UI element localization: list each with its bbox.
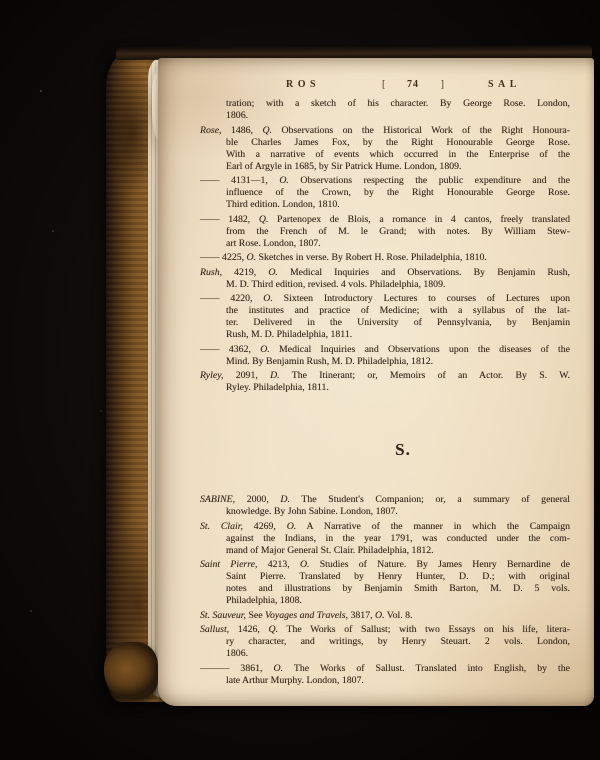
page-number: 74 (407, 79, 419, 90)
catalog-entry (200, 124, 570, 173)
catalog-entry (200, 624, 570, 660)
catalog-entry (200, 343, 570, 368)
entry-line: With a narrative of events which occurred in the Enterprise of the (226, 148, 570, 160)
page (158, 58, 594, 706)
catalog-entry (200, 494, 570, 518)
entry-line: ter. Delivered in the University of Pennsylvania, by Benjamin (226, 317, 570, 328)
entry-line: mand of Major General St. Clair. Philadelphia, 1812. (226, 544, 434, 556)
entry-line: Third edition. London, 1810. (226, 199, 340, 210)
entry-line: late Arthur Murphy. London, 1807. (226, 674, 364, 686)
entry-line: Ryley, 2091, D. The Itinerant; or, Memoirs of an Actor. By S. W. (200, 370, 570, 381)
entry-line: against the Indians, in the year 1791, was conducted under the com- (226, 532, 570, 544)
catalog-entry (200, 252, 570, 264)
entry-line: —— 4225, O. Sketches in verse. By Robert H. Rose. Philadelphia, 1810. (200, 252, 487, 263)
catalog-entry (200, 520, 570, 557)
page-number-group (382, 79, 444, 90)
entry-line: tration; with a sketch of his character. By George Rose. London, (226, 98, 570, 109)
catalog-entry (200, 559, 570, 607)
section-heading: S. (395, 440, 411, 459)
bracket-right: ] (440, 79, 444, 90)
leather-corner (104, 642, 158, 700)
running-head (158, 79, 594, 93)
entry-line: —— 4362, O. Medical Inquiries and Observations upon the diseases of the (200, 343, 570, 355)
entry-line: Rush, 4219, O. Medical Inquiries and Observations. By Benjamin Rush, (200, 266, 570, 278)
running-head-right: SAL (488, 79, 521, 90)
entry-line: M. D. Third edition, revised. 4 vols. Philadelphia, 1809. (226, 278, 446, 290)
entry-line: Saint Pierre. Translated by Henry Hunter, D. D.; with original (226, 571, 570, 582)
entry-line: from the French of M. le Grand; with notes. By William Stew- (226, 225, 570, 237)
catalog-entry (200, 175, 571, 211)
entry-line: 1806. (226, 110, 249, 121)
catalog-entries (200, 98, 571, 689)
catalog-entry (200, 266, 570, 291)
dust-specks (40, 90, 42, 92)
entry-line: St. Clair, 4269, O. A Narrative of the manner in which the Campaign (200, 520, 570, 532)
catalog-entry (200, 293, 570, 341)
entry-line: —— 1482, Q. Partenopex de Blois, a romance in 4 cantos, freely translated (200, 213, 570, 225)
bracket-left: [ (382, 79, 386, 90)
entry-line: ry character, and writings, by Henry Steuart. 2 vols. London, (226, 636, 570, 647)
entry-line: ——— 3861, O. The Works of Sallust. Translated into English, by the (200, 662, 570, 674)
entry-line: Sallust, 1426, Q. The Works of Sallust; with two Essays on his life, litera- (200, 624, 570, 635)
book (104, 46, 596, 710)
catalog-entry (226, 98, 570, 122)
entry-line: 1806. (226, 648, 249, 659)
entry-line: —— 4220, O. Sixteen Introductory Lectures to courses of Lectures upon (200, 293, 570, 304)
entry-line: Philadelphia, 1808. (226, 595, 302, 606)
entry-line: Saint Pierre, 4213, O. Studies of Nature. By James Henry Bernardine de (200, 559, 570, 570)
entry-line: notes and illustrations by Benjamin Smith Barton, M. D. 5 vols. (226, 583, 570, 594)
catalog-entry (200, 609, 570, 622)
catalog-entry (200, 213, 570, 250)
entry-line: the institutes and practice of Medicine; with a syllabus of the lat- (226, 305, 570, 316)
entry-line: art Rose. London, 1807. (226, 237, 321, 249)
entry-line: —— 4131—1, O. Observations respecting the public expenditure and the (200, 175, 571, 186)
entry-line: SABINE, 2000, D. The Student's Companion; or, a summary of general (200, 494, 570, 505)
entry-line: Rush, M. D. Philadelphia, 1811. (226, 329, 353, 340)
catalog-entry (200, 662, 570, 687)
catalog-entry (200, 370, 570, 394)
entry-line: Rose, 1486, Q. Observations on the Historical Work of the Right Honoura- (200, 124, 570, 136)
entry-line: Ryley. Philadelphia, 1811. (226, 382, 329, 393)
running-head-left: ROS (286, 79, 321, 90)
entry-line: St. Sauveur, See Voyages and Travels, 3817, O. Vol. 8. (200, 609, 413, 621)
entry-line: influence of the Crown, by the Right Honourable George Rose. (226, 187, 570, 198)
entry-line: Earl of Argyle in 1685, by Sir Patrick Hume. London, 1809. (226, 160, 462, 172)
entry-line: ble Charles James Fox, by the Right Honourable George Rose. (226, 136, 570, 148)
entry-line: knowledge. By John Sabine. London, 1807. (226, 506, 398, 517)
entry-line: Mind. By Benjamin Rush, M. D. Philadelphia, 1812. (226, 355, 434, 367)
